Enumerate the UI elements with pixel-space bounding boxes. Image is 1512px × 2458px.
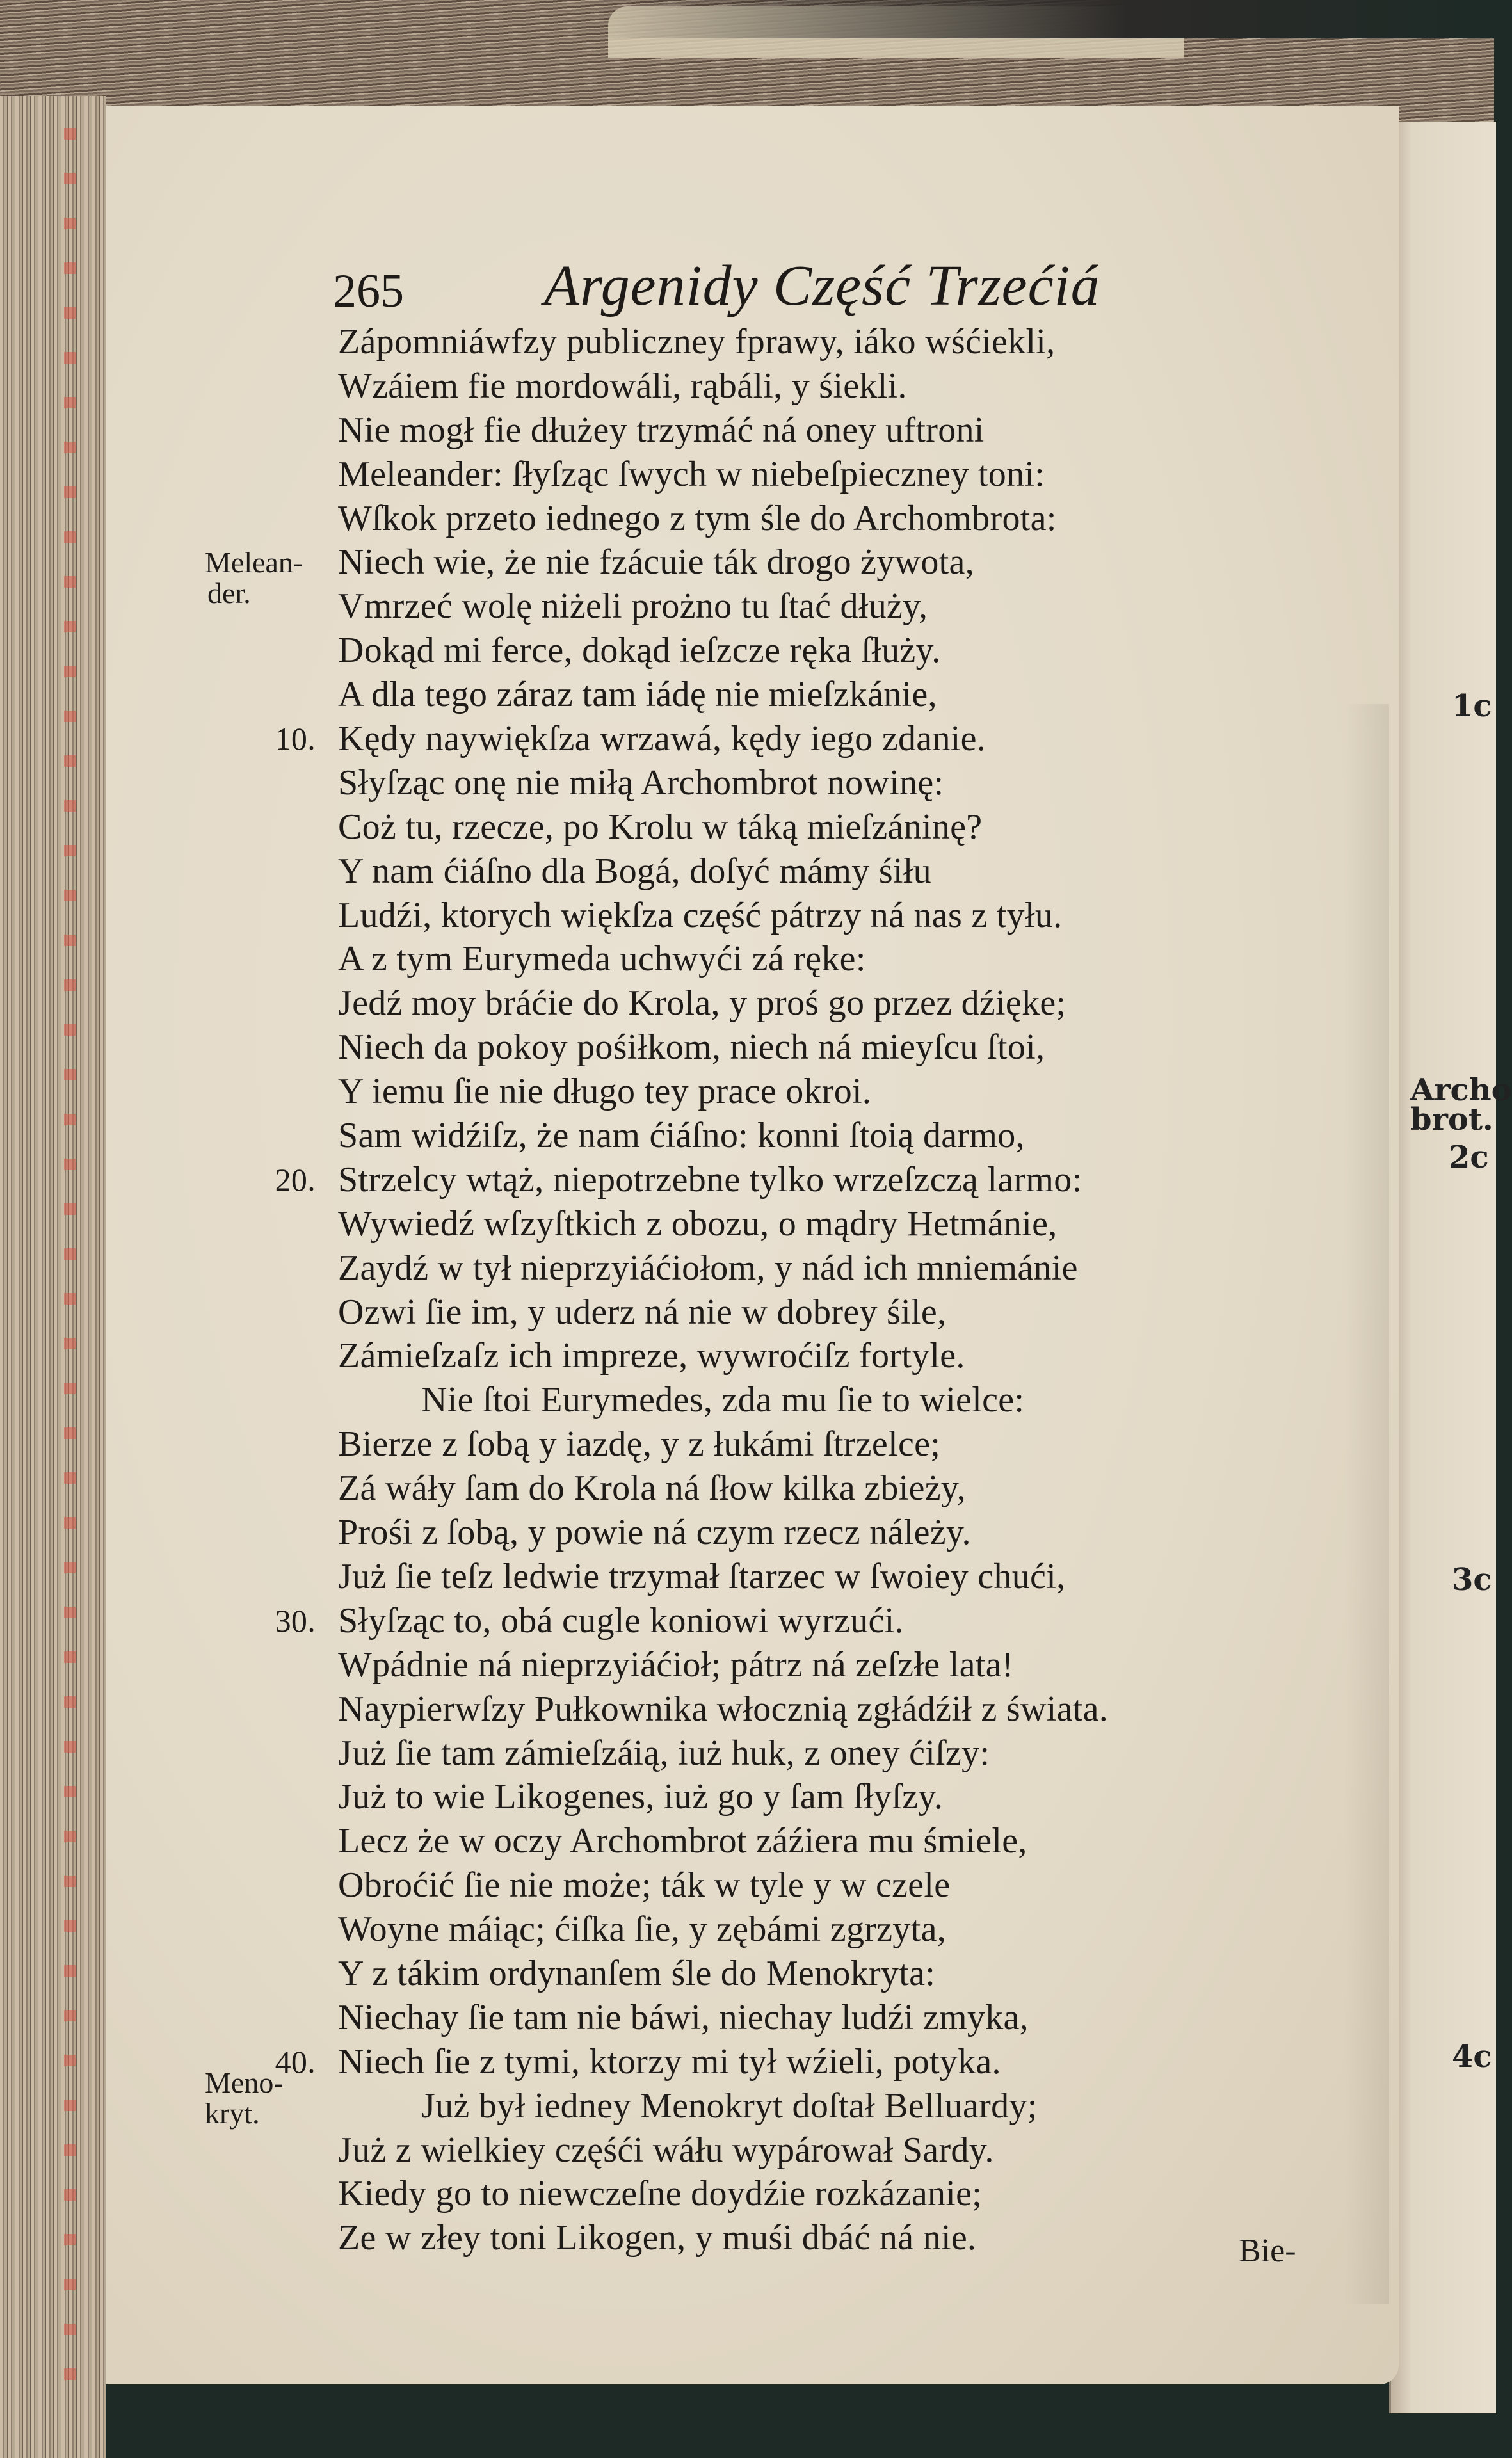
verse-line-text: Zá wáły ſam do Krola ná ſłow kilka zbieży, [338, 1468, 966, 1509]
verse-line [338, 629, 1279, 673]
verse-line-text: Niech wie, że nie fzácuie ták drogo żywota, [338, 542, 974, 582]
verse-line-text: Y z tákim ordynanſem śle do Menokryta: [338, 1953, 936, 1993]
running-title: Argenidy Część Trzećiá [544, 254, 1100, 317]
verse-line-text: Wywiedź wſzyſtkich z obozu, o mądry Hetmánie, [338, 1203, 1058, 1244]
verse-line-text: Bierze z ſobą y iazdę, y z łukámi ſtrzelce; [338, 1424, 941, 1465]
verse-line [338, 849, 1279, 894]
verse-line [338, 805, 1279, 849]
verse-line [338, 1819, 1279, 1863]
verse-line [338, 1202, 1279, 1246]
verse-line-text: Woyne máiąc; ćiſka ſie, y zębámi zgrzyta, [338, 1909, 947, 1950]
margin-note-line: der. [207, 577, 251, 609]
verse-line-text: Naypierwſzy Pułkownika włocznią zgłádźił z świata. [338, 1689, 1109, 1729]
verse-line-text: Kiedy go to niewczeſne doydźie rozkázanie; [338, 2174, 983, 2214]
verse-line [338, 1555, 1279, 1599]
verse-line [338, 1290, 1279, 1335]
verse-line [338, 673, 1279, 717]
verse-line-text: Nie mogł fie dłużey trzymáć ná oney uftroni [338, 410, 985, 450]
verse-line [338, 1114, 1279, 1158]
verse-line-text: Już ſie teſz ledwie trzymał ſtarzec w ſwoiey chući, [338, 1556, 1066, 1596]
verse-line [275, 1599, 1279, 1643]
book-left-page-stack [0, 96, 106, 2458]
verse-line [338, 1643, 1279, 1687]
verse-line [338, 2128, 1279, 2173]
verse-line [338, 1996, 1279, 2040]
verse-line-text: Słyſząc to, obá cugle koniowi wyrzući. [338, 1600, 904, 1641]
facing-line-number-10: 1c [1452, 688, 1492, 724]
verse-line-text: A dla tego záraz tam iádę nie mieſzkánie, [338, 675, 937, 715]
verse-line [338, 2216, 1279, 2260]
verse-line [338, 981, 1279, 1025]
verse-line [338, 1466, 1279, 1511]
facing-note-line-1: Archo [1410, 1072, 1512, 1108]
verse-line-text: Wſkok przeto iednego z tym śle do Archombrota: [338, 498, 1057, 538]
verse-line-text: Strzelcy wtąż, niepotrzebne tylko wrzeſzczą larmo: [338, 1159, 1082, 1200]
verse-line [338, 1687, 1279, 1731]
verse-line-text: Wpádnie ná nieprzyiáćioł; pátrz ná zeſzłe lata! [338, 1644, 1014, 1685]
facing-line-number-40: 4c [1452, 2039, 1492, 2075]
catchword: Bie- [1239, 2233, 1296, 2269]
verse-line-text: Dokąd mi ferce, dokąd ieſzcze ręka ſłuży. [338, 631, 941, 671]
facing-line-number-20: 2c [1449, 1139, 1489, 1175]
verse-line [338, 761, 1279, 805]
verse-line-text: Y iemu ſie nie długo tey prace okroi. [338, 1072, 872, 1112]
verse-line-text: Zaydź w tył nieprzyiáćiołom, y nád ich mniemánie [338, 1248, 1078, 1288]
verse-line-text: Słyſząc onę nie miłą Archombrot nowinę: [338, 762, 944, 803]
verse-line-text: Niech ſie z tymi, ktorzy mi tył wźieli, potyka. [338, 2041, 1001, 2082]
verse-line [338, 2084, 1279, 2128]
verse-line-text: Prośi z ſobą, y powie ná czym rzecz náleży. [338, 1513, 971, 1553]
margin-note-line: Melean- [205, 546, 303, 579]
verse-line-text: Y nam ćiáſno dla Bogá, doſyć mámy śiłu [338, 851, 931, 891]
red-sprinkled-edge [64, 128, 76, 2407]
verse-line-text: Niechay ſie tam nie báwi, niechay ludźi zmyka, [338, 1997, 1029, 2037]
verse-line [338, 364, 1279, 408]
verse-line-text: Lecz że w oczy Archombrot záźiera mu śmiele, [338, 1821, 1027, 1861]
verse-line [275, 717, 1279, 761]
verse-line-text: Już był iedney Menokryt doſtał Belluardy; [421, 2085, 1038, 2126]
verse-line-text: Już ſie tam zámieſzáią, iuż huk, z oney ćiſzy: [338, 1733, 990, 1773]
verse-line-text: Już to wie Likogenes, iuż go y ſam ſłyſzy. [338, 1777, 944, 1817]
verse-line [338, 1422, 1279, 1466]
verse-line-text: Kędy naywiękſza wrzawá, kędy iego zdanie. [338, 719, 986, 759]
margin-note-line: kryt. [205, 2097, 260, 2130]
verse-line [338, 540, 1279, 584]
verse-line-text: Sam widźiſz, że nam ćiáſno: konni ſtoią darmo, [338, 1116, 1025, 1156]
verse-line [338, 2172, 1279, 2216]
verse-line-text: Wzáiem fie mordowáli, rąbáli, y śiekli. [338, 365, 907, 406]
facing-line-number-30: 3c [1452, 1562, 1492, 1598]
verse-line [338, 320, 1279, 364]
verse-line-text: Niech da pokoy pośiłkom, niech ná mieyſcu ſtoi, [338, 1027, 1045, 1068]
verse-text-block [275, 320, 1279, 2260]
margin-note-meleander [205, 547, 303, 609]
verse-line [338, 1908, 1279, 1952]
verse-line [275, 2040, 1279, 2084]
line-number: 20. [275, 1161, 316, 1198]
verse-line [338, 1334, 1279, 1378]
verse-line-text: Nie ſtoi Eurymedes, zda mu ſie to wielce: [421, 1380, 1025, 1420]
verse-line-text: Meleander: ſłyſząc ſwych w niebeſpieczney toni: [338, 454, 1045, 494]
verse-line-text: Zápomniáwfzy publiczney fprawy, iáko wśćiekli, [338, 322, 1056, 362]
verse-line [338, 1731, 1279, 1776]
page-fold-shadow [1344, 704, 1389, 2304]
verse-line [338, 1511, 1279, 1555]
verse-line [338, 1863, 1279, 1908]
verse-line-text: Ozwi ſie im, y uderz ná nie w dobrey śile, [338, 1292, 947, 1332]
verse-line-text: Zámieſzaſz ich impreze, wywroćiſz fortyle. [338, 1336, 965, 1376]
facing-margin-note [1410, 1072, 1512, 1137]
page-header [333, 253, 1229, 323]
page-number: 265 [333, 265, 404, 317]
facing-page-edge [1389, 122, 1512, 2413]
verse-line-text: Ze w złey toni Likogen, y muśi dbáć ná nie. [338, 2218, 977, 2258]
verse-line [338, 453, 1279, 497]
verse-line-text: Coż tu, rzecze, po Krolu w táką mieſzáninę? [338, 807, 983, 847]
line-number: 30. [275, 1602, 316, 1639]
verse-line [338, 1952, 1279, 1996]
verse-line-text: Ludźi, ktorych więkſza część pátrzy ná nas z tyłu. [338, 895, 1063, 935]
verse-line [338, 937, 1279, 981]
background-shadow [576, 0, 1494, 38]
verse-line [338, 497, 1279, 541]
verse-line [338, 1775, 1279, 1819]
verse-line-text: A z tym Eurymeda uchwyći zá ręke: [338, 939, 866, 979]
verse-line-text: Już z wielkiey częśći wáłu wypárował Sardy. [338, 2130, 994, 2170]
verse-line [275, 1158, 1279, 1202]
line-number: 40. [275, 2043, 316, 2080]
verse-line-text: Jedź moy bráćie do Krola, y proś go przez dźięke; [338, 983, 1066, 1024]
margin-note-line: Meno- [205, 2066, 284, 2099]
verse-line [338, 1025, 1279, 1070]
verse-line [338, 1246, 1279, 1290]
verse-line [338, 408, 1279, 453]
verse-line [338, 1378, 1279, 1422]
line-number: 10. [275, 721, 316, 757]
margin-note-menokryt [205, 2068, 284, 2129]
verse-line [338, 584, 1279, 629]
facing-note-line-2: brot. [1410, 1102, 1493, 1137]
verse-line-text: Obroćić ſie nie może; ták w tyle y w czele [338, 1865, 951, 1906]
verse-line [338, 1070, 1279, 1114]
verse-line-text: Vmrzeć wolę niżeli prożno tu ſtać dłuży, [338, 586, 928, 627]
verse-line [338, 894, 1279, 938]
